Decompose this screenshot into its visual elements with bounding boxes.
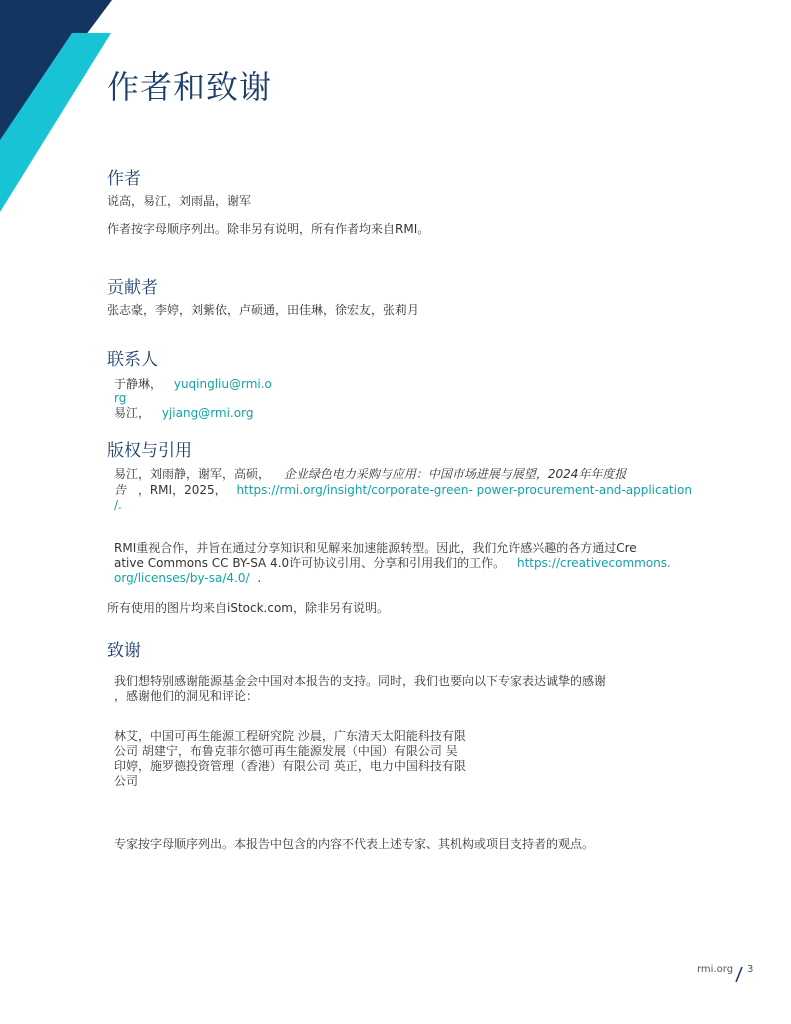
- citation-url-link[interactable]: https://rmi.org/insight/corporate-green- power-procurement-and-application: [236, 483, 692, 497]
- contact-email-link[interactable]: yjiang@rmi.org: [161, 406, 254, 420]
- experts-line-4: 公司: [114, 774, 139, 788]
- contributors-heading: 贡献者: [107, 278, 158, 298]
- contacts-heading: 联系人: [107, 350, 158, 370]
- contact-row: [114, 376, 272, 393]
- citation-title: 企业绿色电力采购与应用：中国市场进展与展望，2024年年度报: [283, 467, 627, 481]
- page-title: 作者和致谢: [107, 68, 273, 106]
- acknowledgments-heading: 致谢: [107, 641, 141, 661]
- citation-line-2: [114, 482, 692, 499]
- contact-name: 易江，: [114, 406, 151, 420]
- license-line-1: RMI重视合作，并旨在通过分享知识和见解来加速能源转型。因此，我们允许感兴趣的各方通过Cre: [114, 541, 637, 555]
- license-end: .: [257, 571, 262, 585]
- contact-email-link[interactable]: yuqingliu@rmi.o: [173, 377, 272, 391]
- experts-line-1: 林艾，中国可再生能源工程研究院 沙晨，广东清天太阳能科技有限: [114, 729, 466, 743]
- footer-site-link[interactable]: rmi.org: [697, 964, 734, 975]
- footer-slash-divider: [734, 966, 744, 982]
- contact-email-link-cont[interactable]: rg: [114, 391, 127, 405]
- contact-row: [114, 405, 253, 422]
- ack-intro-2: ，感谢他们的洞见和评论：: [114, 689, 259, 703]
- citation-line-1: [114, 466, 626, 483]
- ack-disclaimer: 专家按字母顺序列出。本报告中包含的内容不代表上述专家、其机构或项目支持者的观点。: [114, 837, 595, 851]
- ack-intro-1: 我们想特别感谢能源基金会中国对本报告的支持。同时，我们也要向以下专家表达诚挚的感谢: [114, 674, 607, 688]
- contact-name: 于静琳，: [114, 377, 163, 391]
- authors-note: 作者按字母顺序列出。除非另有说明，所有作者均来自RMI。: [107, 222, 430, 236]
- copyright-heading: 版权与引用: [107, 441, 192, 461]
- contributors-names: 张志豪，李婷，刘紫依，卢硕通，田佳琳，徐宏友，张莉月: [107, 303, 420, 317]
- citation-title-cont: 告: [114, 483, 127, 497]
- license-text: ative Commons CC BY-SA 4.0许可协议引用、分享和引用我们的工作。: [114, 556, 506, 570]
- page-number: 3: [747, 964, 754, 975]
- license-url-link[interactable]: https://creativecommons.: [516, 556, 671, 570]
- citation-url-link-cont[interactable]: /.: [114, 498, 122, 512]
- citation-publisher: ，RMI，2025，: [137, 483, 227, 497]
- license-line-3: [114, 570, 261, 587]
- license-url-link-cont[interactable]: org/licenses/by-sa/4.0/: [114, 571, 250, 585]
- experts-line-3: 印婷，施罗德投资管理（香港）有限公司 英正，电力中国科技有限: [114, 759, 466, 773]
- experts-line-2: 公司 胡建宁，布鲁克菲尔德可再生能源发展（中国）有限公司 吴: [114, 744, 458, 758]
- authors-names: 说高，易江，刘雨晶，谢军: [107, 194, 252, 208]
- authors-heading: 作者: [107, 169, 141, 189]
- citation-authors: 易江，刘雨静，谢军，高硕，: [114, 467, 271, 481]
- images-credit: 所有使用的图片均来自iStock.com，除非另有说明。: [107, 601, 389, 615]
- citation-line-3: [114, 497, 122, 514]
